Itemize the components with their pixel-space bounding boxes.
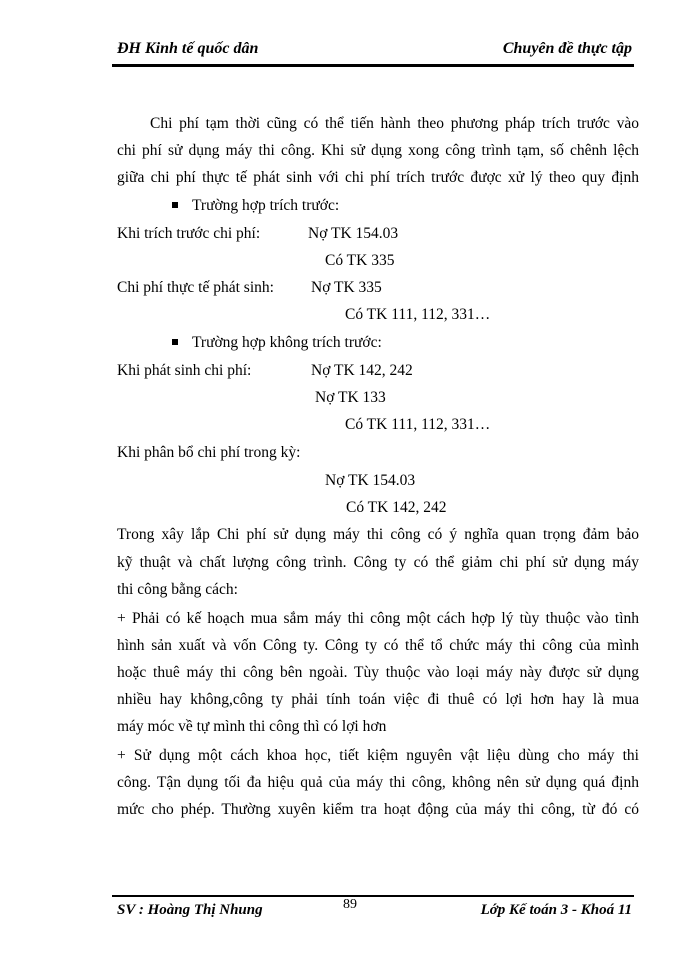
- entry-debit: Nợ TK 154.03: [325, 472, 416, 489]
- footer-student: SV : Hoàng Thị Nhung: [117, 902, 263, 918]
- entry-credit: Có TK 335: [325, 252, 395, 269]
- paragraph-line: công. Tận dụng tối đa hiệu quả của máy thi công, không nên sử dụng quá định: [117, 774, 639, 791]
- footer-class: Lớp Kế toán 3 - Khoá 11: [480, 902, 632, 918]
- bullet-icon: [172, 202, 178, 208]
- entry-debit: Nợ TK 142, 242: [311, 362, 413, 379]
- page-number: 89: [343, 897, 357, 912]
- entry-label: Khi phát sinh chi phí:: [117, 362, 252, 379]
- header-title: Chuyên đề thực tập: [502, 40, 632, 57]
- bullet-icon: [172, 339, 178, 345]
- case-heading: Trường hợp không trích trước:: [172, 333, 694, 353]
- paragraph-line: kỹ thuật và chất lượng công trình. Công ty có thể giảm chi phí sử dụng máy: [117, 554, 639, 571]
- paragraph-line: hoặc thuê máy thi công bên ngoài. Tùy thuộc vào loại máy này được sử dụng: [117, 664, 639, 681]
- entry-label: Khi trích trước chi phí:: [117, 225, 261, 242]
- case-heading: Trường hợp trích trước:: [172, 196, 694, 216]
- entry-credit: Có TK 111, 112, 331…: [345, 306, 491, 323]
- header-school: ĐH Kinh tế quốc dân: [117, 40, 259, 57]
- entry-debit: Nợ TK 335: [311, 279, 382, 296]
- header-rule: [112, 64, 634, 67]
- paragraph-line: + Phải có kế hoạch mua sắm máy thi công một cách hợp lý tùy thuộc vào tình: [117, 610, 639, 627]
- paragraph-line: + Sử dụng một cách khoa học, tiết kiệm nguyên vật liệu dùng cho máy thi: [117, 747, 639, 764]
- paragraph-line: máy móc về tự mình thi công thì có lợi hơn: [117, 718, 387, 735]
- paragraph-line: mức cho phép. Thường xuyên kiểm tra hoạt động của máy thi công, từ đó có: [117, 801, 639, 818]
- paragraph-line: hình sản xuất và vốn Công ty. Công ty có thể tổ chức máy thi công của mình: [117, 637, 639, 654]
- entry-debit: Nợ TK 133: [315, 389, 386, 406]
- entry-debit: Nợ TK 154.03: [308, 225, 399, 242]
- paragraph-line: Trong xây lắp Chi phí sử dụng máy thi công có ý nghĩa quan trọng đảm bảo: [117, 526, 639, 543]
- entry-label: Khi phân bổ chi phí trong kỳ:: [117, 444, 301, 461]
- paragraph-line: chi phí sử dụng máy thi công. Khi sử dụng xong công trình tạm, số chênh lệch: [117, 142, 639, 159]
- entry-credit: Có TK 111, 112, 331…: [345, 416, 491, 433]
- paragraph-line: giữa chi phí thực tế phát sinh với chi phí trích trước được xử lý theo quy định: [117, 169, 639, 186]
- entry-credit: Có TK 142, 242: [346, 499, 447, 516]
- paragraph-line: Chi phí tạm thời cũng có thể tiến hành theo phương pháp trích trước vào: [150, 115, 639, 132]
- paragraph-line: thi công bằng cách:: [117, 581, 238, 598]
- entry-label: Chi phí thực tế phát sinh:: [117, 279, 274, 296]
- paragraph-line: nhiều hay không,công ty phải tính toán việc đi thuê có lợi hơn hay là mua: [117, 691, 639, 708]
